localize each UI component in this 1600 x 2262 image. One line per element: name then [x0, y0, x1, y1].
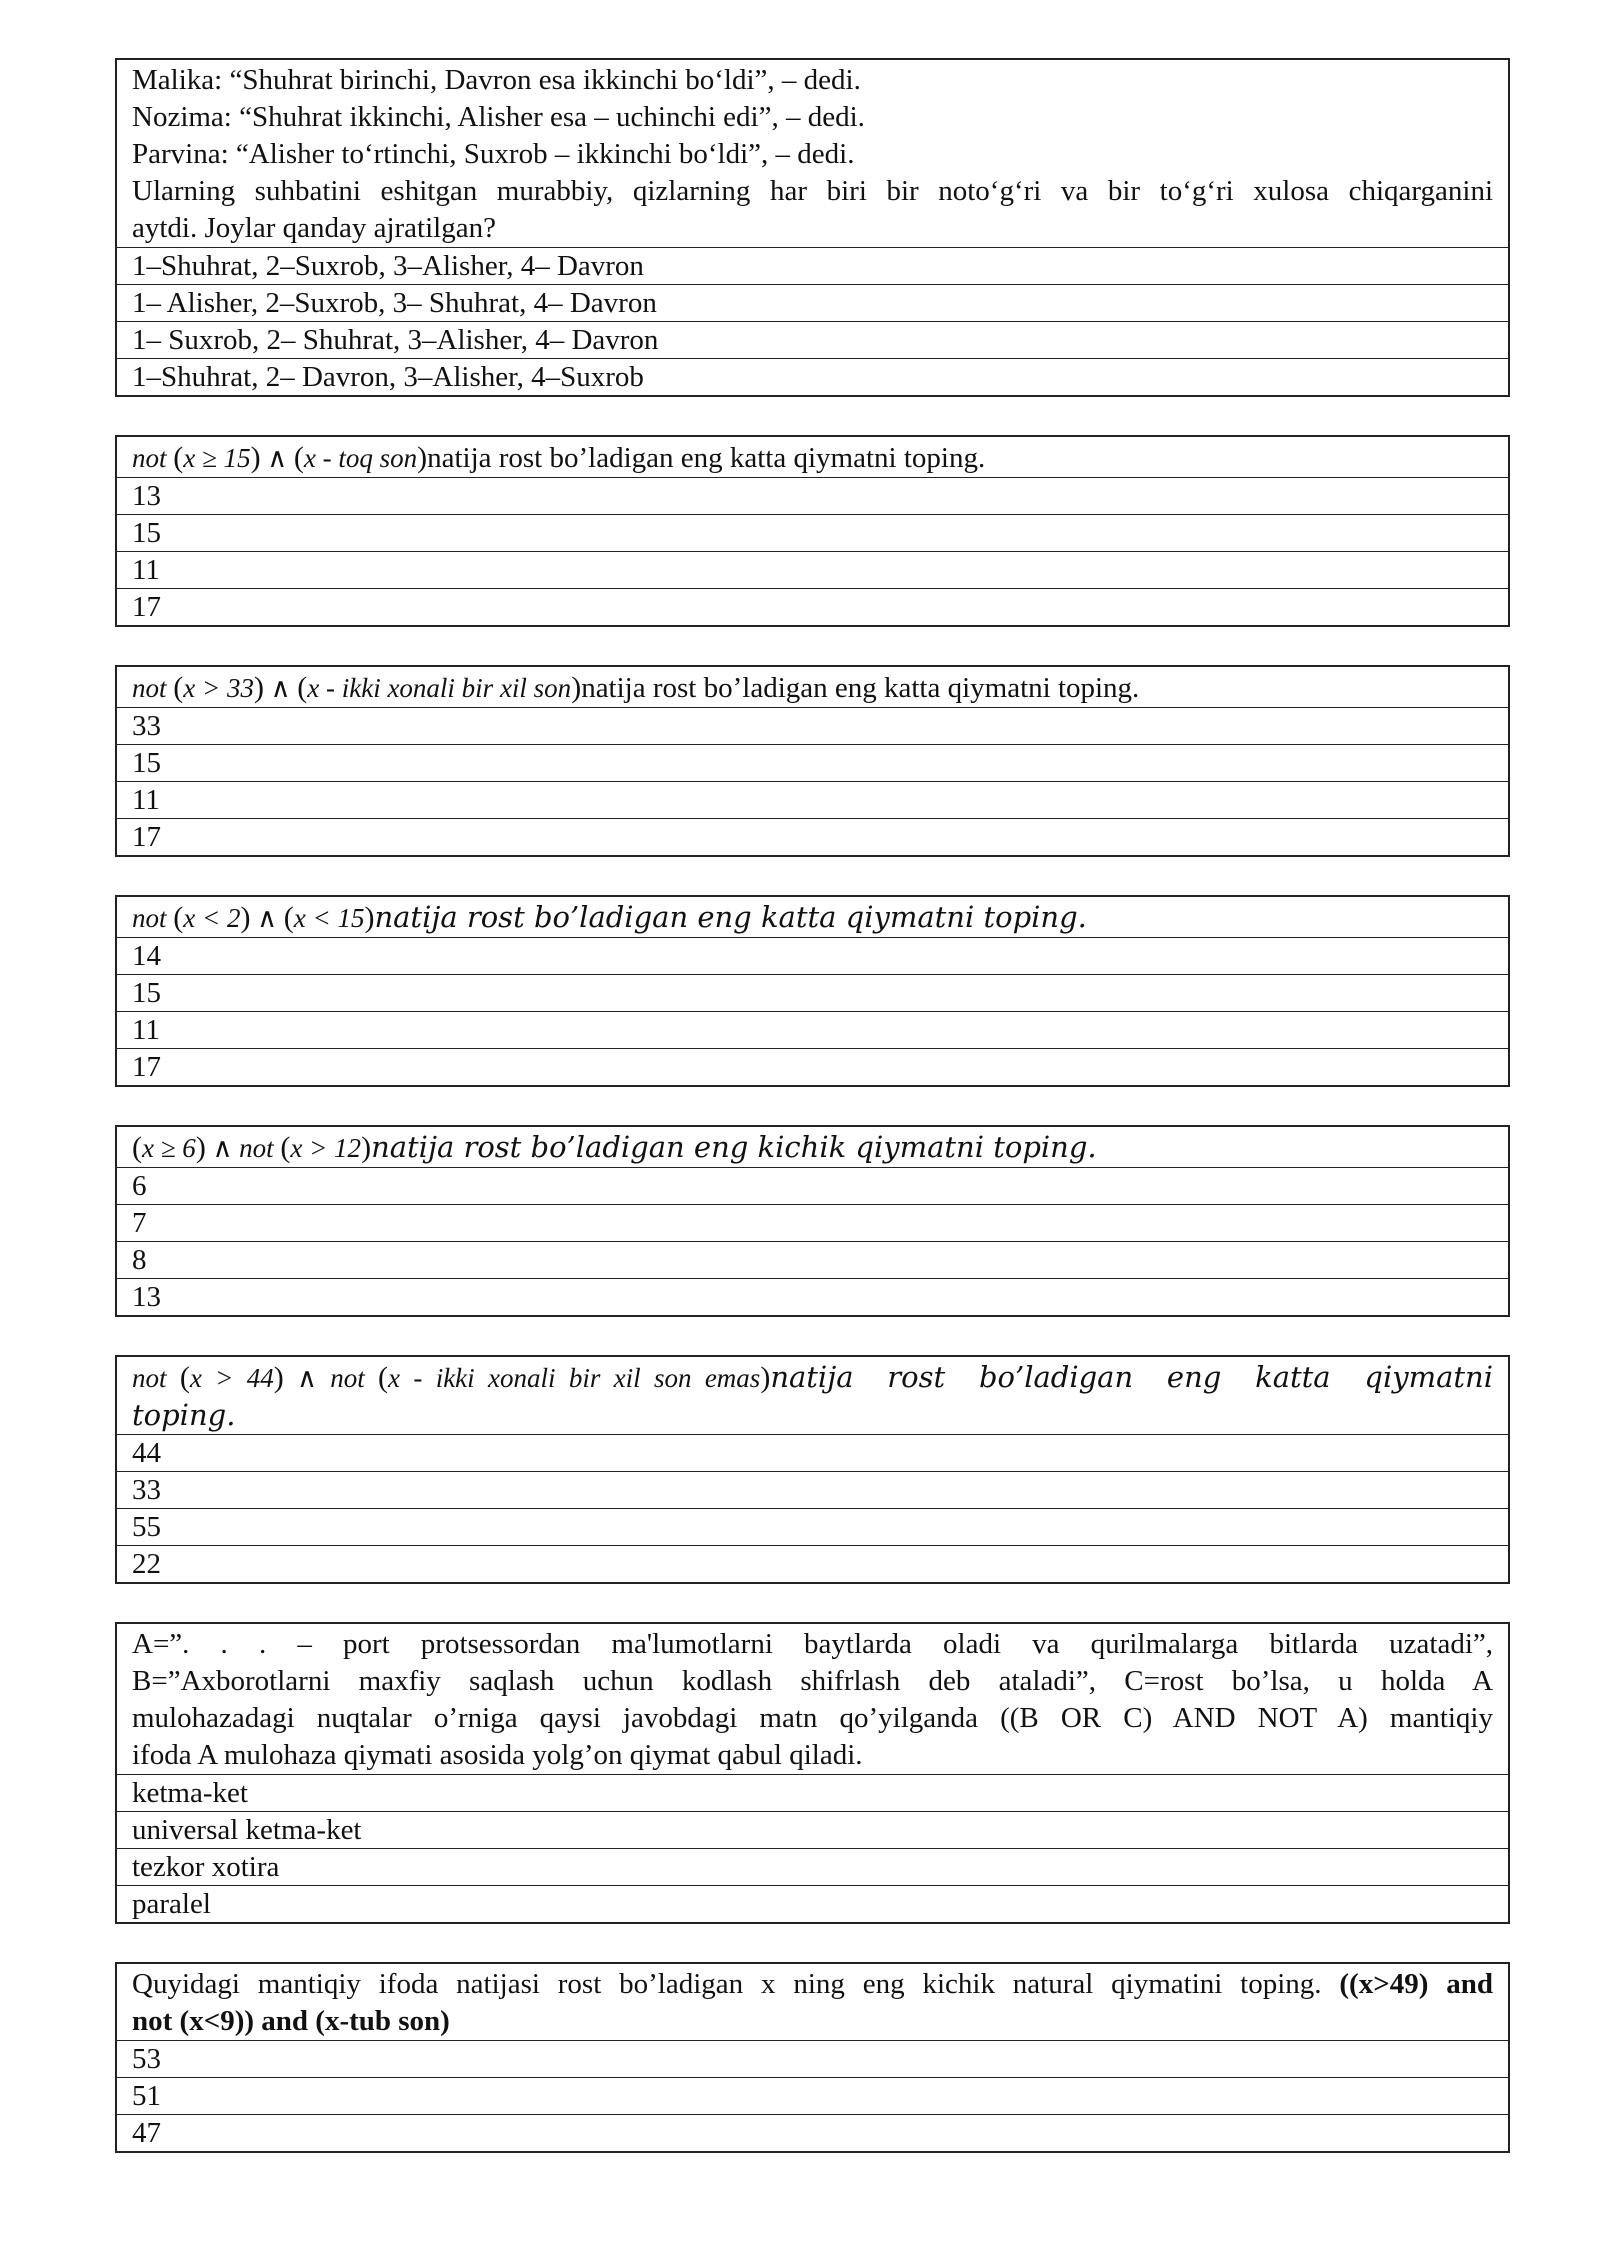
logic-formula: not (x < 2) ∧ (x < 15)	[132, 901, 375, 934]
formula-not: not	[132, 443, 167, 473]
answer-option[interactable]: ketma-ket	[117, 1774, 1508, 1811]
question-2-stem	[117, 437, 1508, 477]
answer-option[interactable]: 14	[117, 937, 1508, 974]
answer-option[interactable]: 1–Shuhrat, 2–Suxrob, 3–Alisher, 4– Davron	[117, 247, 1508, 284]
question-7-stem	[117, 1624, 1508, 1774]
answer-option[interactable]: 44	[117, 1434, 1508, 1471]
formula-condition: x < 2	[183, 903, 241, 933]
answer-option[interactable]: 15	[117, 974, 1508, 1011]
stem-line: Nozima: “Shuhrat ikkinchi, Alisher esa – uchinchi edi”, – dedi.	[132, 101, 865, 133]
question-3	[115, 665, 1510, 857]
stem-line: mulohazadagi nuqtalar o’rniga qaysi javobdagi matn qo’yilganda ((B OR C) AND NOT A) mantiqiy	[132, 1702, 1493, 1734]
answer-option[interactable]: 1–Shuhrat, 2– Davron, 3–Alisher, 4–Suxrob	[117, 358, 1508, 395]
logic-formula: not (x ≥ 15) ∧ (x - toq son)	[132, 441, 428, 474]
question-8-stem	[117, 1964, 1508, 2040]
answer-option[interactable]: tezkor xotira	[117, 1848, 1508, 1885]
question-text: natija rost bo’ladigan eng katta qiymatni toping.	[374, 900, 1087, 934]
question-6-stem	[117, 1357, 1508, 1434]
answer-option[interactable]: 13	[117, 1278, 1508, 1315]
answer-option[interactable]: 11	[117, 1011, 1508, 1048]
question-text: natija rost bo’ladigan eng kichik qiymatni toping.	[371, 1130, 1097, 1164]
answer-option[interactable]: paralel	[117, 1885, 1508, 1922]
question-4-stem	[117, 897, 1508, 937]
formula-condition: x - ikki xonali bir xil son	[307, 673, 572, 703]
answer-option[interactable]: 33	[117, 707, 1508, 744]
answer-option[interactable]: 17	[117, 818, 1508, 855]
question-5	[115, 1125, 1510, 1317]
logic-formula: not (x > 33) ∧ (x - ikki xonali bir xil son)	[132, 671, 582, 704]
question-text: Quyidagi mantiqiy ifoda natijasi rost bo’ladigan x ning eng kichik natural qiymatini toping.	[132, 1968, 1322, 2000]
formula-condition: x ≥ 6	[142, 1133, 196, 1163]
answer-option[interactable]: universal ketma-ket	[117, 1811, 1508, 1848]
answer-option[interactable]: 11	[117, 551, 1508, 588]
stem-line: Ularning suhbatini eshitgan murabbiy, qizlarning har biri bir noto‘g‘ri va bir to‘g‘ri xulosa chiqarganini	[132, 175, 1493, 207]
logic-expression: not (x<9)) and (x-tub son)	[132, 2005, 450, 2037]
answer-option[interactable]: 8	[117, 1241, 1508, 1278]
answer-option[interactable]: 1– Alisher, 2–Suxrob, 3– Shuhrat, 4– Davron	[117, 284, 1508, 321]
formula-not: not	[132, 903, 167, 933]
formula-not: not	[132, 1363, 167, 1393]
formula-condition: x > 33	[183, 673, 254, 703]
question-4	[115, 895, 1510, 1087]
stem-line	[132, 2003, 1493, 2040]
question-3-stem	[117, 667, 1508, 707]
question-5-stem	[117, 1127, 1508, 1167]
logic-expression: ((x>49) and	[1339, 1968, 1493, 2000]
stem-line: toping.	[132, 1398, 236, 1432]
formula-condition: x > 12	[290, 1133, 362, 1163]
formula-and: ∧	[270, 673, 291, 703]
answer-option[interactable]: 1– Suxrob, 2– Shuhrat, 3–Alisher, 4– Davron	[117, 321, 1508, 358]
answer-option[interactable]: 17	[117, 1048, 1508, 1085]
question-text: natija rost bo’ladigan eng katta qiymatni	[770, 1360, 1494, 1394]
question-text: natija rost bo’ladigan eng katta qiymatni toping.	[427, 442, 986, 474]
formula-condition: x ≥ 15	[183, 443, 251, 473]
formula-condition: x < 15	[293, 903, 365, 933]
formula-and: ∧	[212, 1133, 233, 1163]
answer-option[interactable]: 6	[117, 1167, 1508, 1204]
formula-not: not	[239, 1133, 274, 1163]
answer-option[interactable]: 11	[117, 781, 1508, 818]
logic-formula: (x ≥ 6) ∧ not (x > 12)	[132, 1131, 372, 1164]
stem-line	[132, 1966, 1493, 2003]
answer-option[interactable]: 15	[117, 514, 1508, 551]
answer-option[interactable]: 22	[117, 1545, 1508, 1582]
question-1-stem	[117, 60, 1508, 247]
formula-and: ∧	[297, 1363, 317, 1393]
question-7	[115, 1622, 1510, 1924]
question-text: natija rost bo’ladigan eng katta qiymatni toping.	[581, 672, 1140, 704]
answer-option[interactable]: 47	[117, 2114, 1508, 2151]
question-6	[115, 1355, 1510, 1584]
formula-and: ∧	[257, 903, 277, 933]
question-8	[115, 1962, 1510, 2153]
answer-option[interactable]: 55	[117, 1508, 1508, 1545]
stem-line: Parvina: “Alisher to‘rtinchi, Suxrob – ikkinchi bo‘ldi”, – dedi.	[132, 138, 855, 170]
test-page	[115, 58, 1510, 2153]
formula-and: ∧	[267, 443, 288, 473]
question-2	[115, 435, 1510, 627]
stem-line: B=”Axborotlarni maxfiy saqlash uchun kodlash shifrlash deb ataladi”, C=rost bo’lsa, u holda A	[132, 1665, 1493, 1697]
logic-formula: not (x > 44) ∧ not (x - ikki xonali bir xil son emas)	[132, 1361, 771, 1394]
answer-option[interactable]: 33	[117, 1471, 1508, 1508]
stem-line: Malika: “Shuhrat birinchi, Davron esa ikkinchi bo‘ldi”, – dedi.	[132, 64, 861, 96]
formula-condition: x - toq son	[303, 443, 418, 473]
formula-not: not	[132, 673, 167, 703]
formula-condition: x > 44	[189, 1363, 274, 1393]
answer-option[interactable]: 17	[117, 588, 1508, 625]
answer-option[interactable]: 7	[117, 1204, 1508, 1241]
answer-option[interactable]: 13	[117, 477, 1508, 514]
stem-line: aytdi. Joylar qanday ajratilgan?	[132, 212, 496, 244]
answer-option[interactable]: 53	[117, 2040, 1508, 2077]
stem-line: ifoda A mulohaza qiymati asosida yolg’on qiymat qabul qiladi.	[132, 1739, 863, 1771]
formula-not: not	[330, 1363, 365, 1393]
formula-condition: x - ikki xonali bir xil son emas	[388, 1363, 761, 1393]
answer-option[interactable]: 15	[117, 744, 1508, 781]
stem-line: A=”. . . – port protsessordan ma'lumotlarni baytlarda oladi va qurilmalarga bitlarda uzatadi”,	[132, 1628, 1493, 1660]
answer-option[interactable]: 51	[117, 2077, 1508, 2114]
stem-line	[132, 1359, 1493, 1397]
question-1	[115, 58, 1510, 397]
